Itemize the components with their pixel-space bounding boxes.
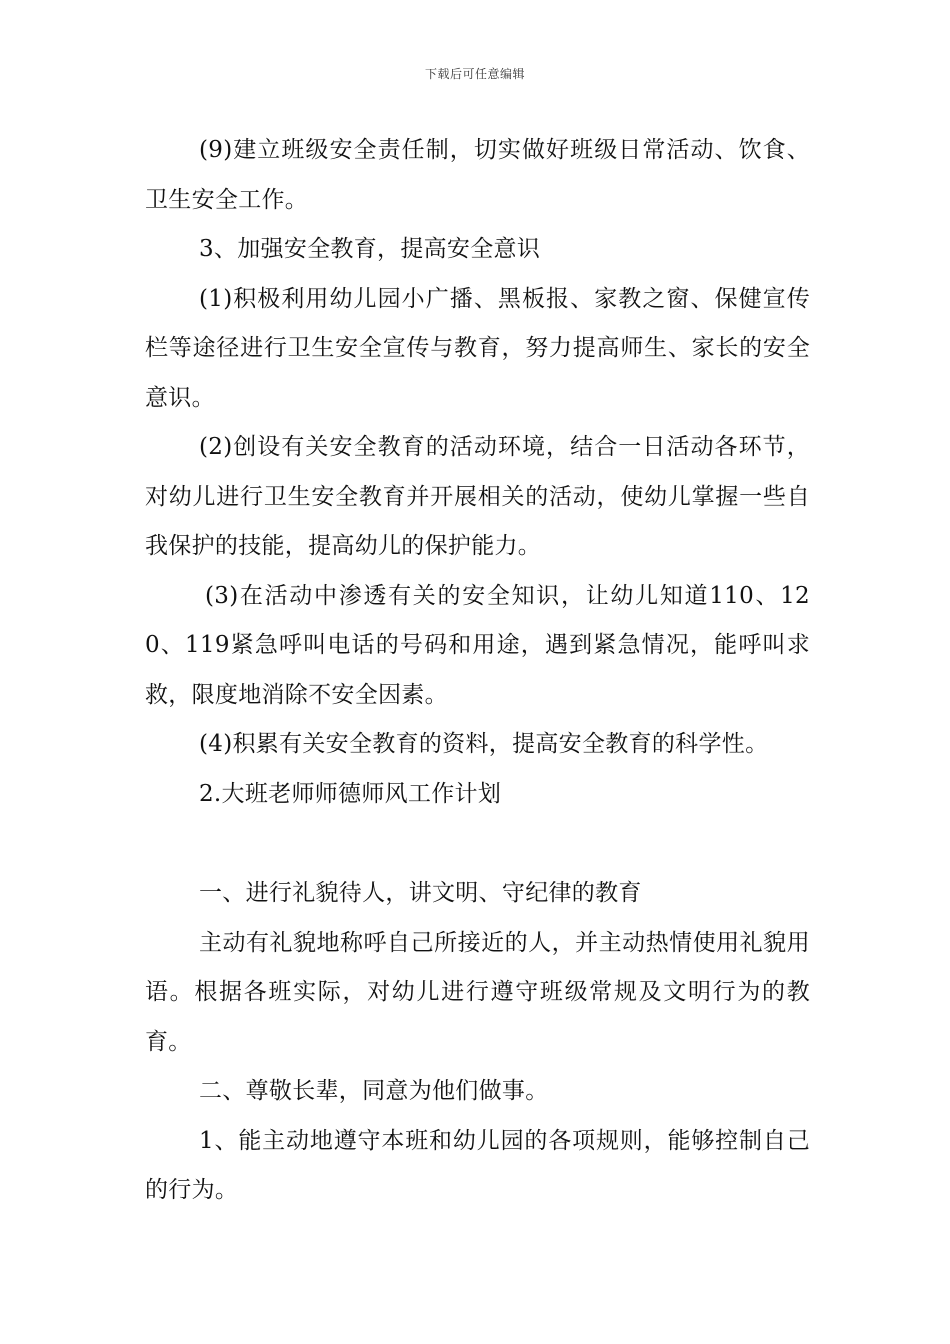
paragraph-emergency-numbers: (3)在活动中渗透有关的安全知识，让幼儿知道110、120、119紧急呼叫电话的号码和用途，遇到紧急情况，能呼叫求救，限度地消除不安全因素。 bbox=[145, 582, 810, 708]
paragraph-safety-materials: (4)积累有关安全教育的资料，提高安全教育的科学性。 bbox=[199, 731, 769, 757]
heading-strengthen-safety-education: 3、加强安全教育，提高安全意识 bbox=[199, 236, 541, 262]
page-header: 下载后可任意编辑 bbox=[424, 67, 525, 81]
paragraph-safety-publicity: (1)积极利用幼儿园小广播、黑板报、家教之窗、保健宣传栏等途径进行卫生安全宣传与教育，努力提高师生、家长的安全意识。 bbox=[145, 285, 810, 411]
heading-respect-elders: 二、尊敬长辈，同意为他们做事。 bbox=[199, 1078, 549, 1104]
heading-courtesy-education: 一、进行礼貌待人，讲文明、守纪律的教育 bbox=[199, 880, 642, 906]
section-title-teacher-ethics-plan: 2.大班老师师德师风工作计划 bbox=[199, 780, 502, 807]
blank-line bbox=[145, 819, 810, 869]
document-body bbox=[145, 126, 810, 1216]
paragraph-safety-environment: (2)创设有关安全教育的活动环境，结合一日活动各环节，对幼儿进行卫生安全教育并开展相关的活动，使幼儿掌握一些自我保护的技能，提高幼儿的保护能力。 bbox=[145, 434, 810, 559]
paragraph-courtesy-details: 主动有礼貌地称呼自己所接近的人，并主动热情使用礼貌用语。根据各班实际，对幼儿进行遵守班级常规及文明行为的教育。 bbox=[145, 929, 810, 1055]
paragraph-class-safety-responsibility: (9)建立班级安全责任制，切实做好班级日常活动、饮食、卫生安全工作。 bbox=[145, 137, 810, 213]
paragraph-follow-rules: 1、能主动地遵守本班和幼儿园的各项规则，能够控制自己的行为。 bbox=[145, 1127, 810, 1203]
